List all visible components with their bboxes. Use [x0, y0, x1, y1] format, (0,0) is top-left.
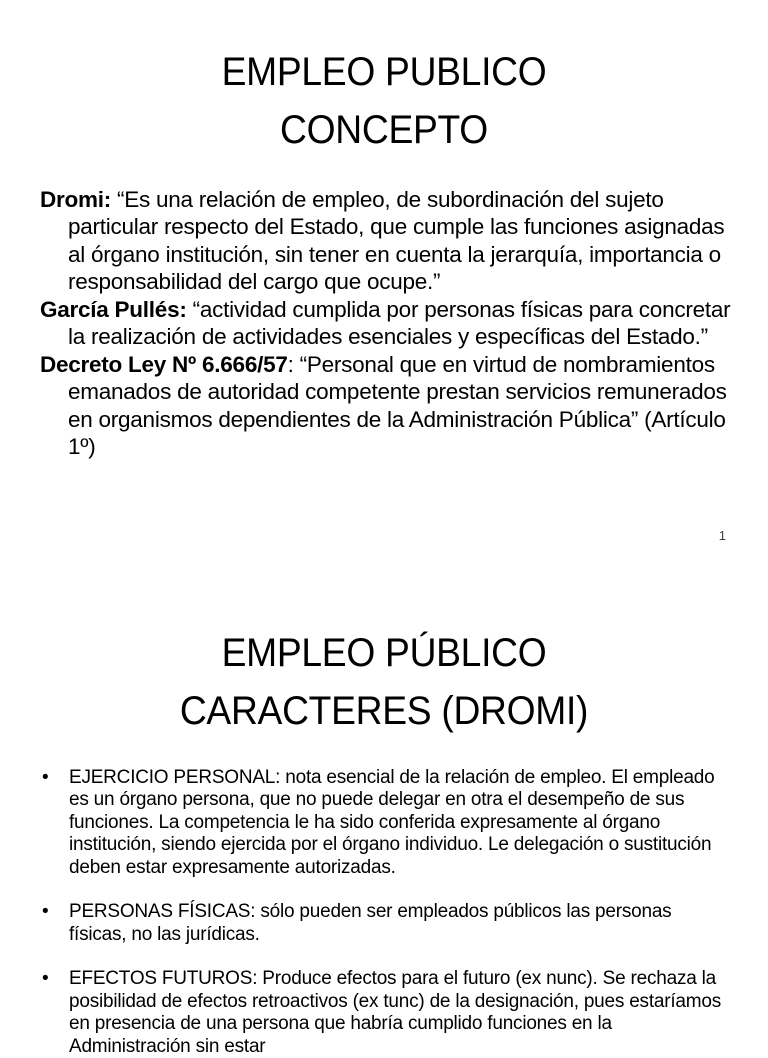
slide-2-title: [27, 602, 741, 740]
slide-2: [0, 575, 768, 1057]
list-item-text: EFECTOS FUTUROS: Produce efectos para el futuro (ex nunc). Se rechaza la posibilidad de efectos retroactivos (ex tunc) de la designación, pues estaríamos en presencia de una persona que habría cumplido funciones en la Administración sin estar: [69, 968, 721, 1057]
list-item-text: PERSONAS FÍSICAS: sólo pueden ser empleados públicos las personas físicas, no las jurídicas.: [69, 901, 672, 945]
definition-dromi-author: Dromi:: [40, 186, 111, 212]
definition-garcia-pulles: [40, 296, 734, 351]
slide-2-title-line-2: CARACTERES (DROMI): [179, 688, 589, 733]
bullet-point-icon: •: [42, 968, 49, 990]
list-item: [42, 968, 724, 1058]
definition-dromi-quote: “Es una relación de empleo, de subordinación del sujeto particular respecto del Estado, que cumple las funciones asignadas al órgano institución, sin tener en cuenta la jerarquía, importancia o responsabilidad del cargo que ocupe.”: [68, 186, 725, 295]
definition-decreto-ley-author: Decreto Ley Nº 6.666/57: [40, 351, 288, 377]
page-number: 1: [718, 528, 726, 543]
bullet-point-icon: •: [42, 901, 49, 923]
slide-2-title-line-1: EMPLEO PÚBLICO: [221, 630, 547, 675]
slide-1-title: [27, 27, 741, 159]
bullet-point-icon: •: [42, 766, 49, 788]
slide-1-title-line-2: CONCEPTO: [280, 107, 488, 152]
list-item: [42, 901, 724, 946]
slide-1-title-line-1: EMPLEO PUBLICO: [221, 49, 547, 94]
definition-decreto-ley-quote: : “Personal que en virtud de nombramientos emanados de autoridad competente prestan servicios remunerados en organismos dependientes de la Administración Pública” (Artículo 1º): [68, 351, 727, 460]
definition-garcia-pulles-author: García Pullés:: [40, 296, 187, 322]
definition-dromi: [40, 186, 734, 296]
definition-decreto-ley: [40, 351, 734, 461]
definition-garcia-pulles-quote: “actividad cumplida por personas físicas para concretar la realización de actividades esenciales y específicas del Estado.”: [68, 296, 731, 350]
slide-2-bullet-list: [0, 767, 768, 1058]
slide-1-body: [0, 186, 768, 461]
list-item: [42, 767, 724, 880]
list-item-text: EJERCICIO PERSONAL: nota esencial de la relación de empleo. El empleado es un órgano persona, que no puede delegar en otra el desempeño de sus funciones. La competencia le ha sido conferida expresamente al órgano institución, siendo ejercida por el órgano individuo. Le delegación o sustitución deben estar expresamente autorizadas.: [69, 766, 715, 878]
